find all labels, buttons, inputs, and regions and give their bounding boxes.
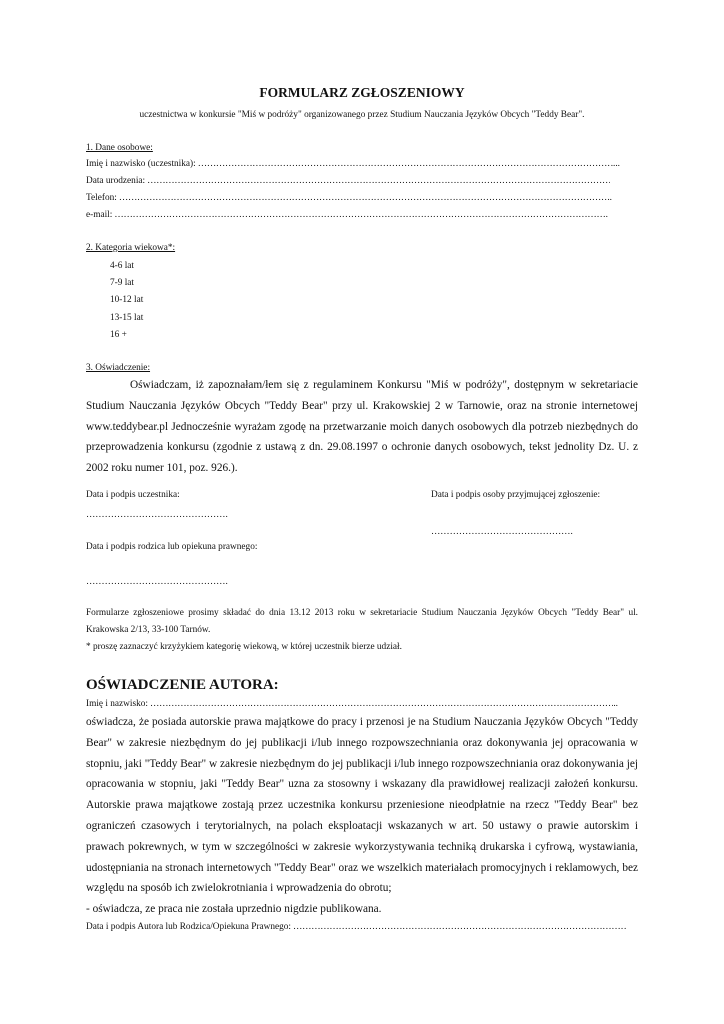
email-field[interactable]: e-mail: …………………………………………………………………………………………………………………………………………………………………………………………………………………………………………………………………………………………………………………………………………………… . xyxy=(86,210,608,224)
footnote: * proszę zaznaczyć krzyżykiem kategorię wiekową, w której uczestnik bierze udział. xyxy=(86,642,402,652)
receiver-signature-label: Data i podpis osoby przyjmującej zgłoszenie: xyxy=(431,490,601,500)
age-option-7-9[interactable]: 7-9 lat xyxy=(110,278,135,288)
section-declaration-heading: 3. Oświadczenie: xyxy=(86,363,151,373)
guardian-signature-label: Data i podpis rodzica lub opiekuna prawnego: xyxy=(86,542,258,552)
declaration-text: Oświadczam, iż zapoznałam/łem się z regulaminem Konkursu "Miś w podróży", dostępnym w sekretariacie Studium Nauczania Języków Obcych "Teddy Bear" przy ul. Krakowskiej 2 w Tarnowie, oraz na stronie internetowej www.teddybear.pl Jednocześnie wyrażam zgodę na przetwarzanie moich danych osobowych dla potrzeb niezbędnych do przeprowadzenia konkursu (zgodnie z ustawą z dn. 29.08.1997 o ochronie danych osobowych, tekst jednolity Dz. U. z 2002 roku numer 101, poz. 926.). xyxy=(86,379,638,475)
submission-note: Formularze zgłoszeniowe prosimy składać do dnia 13.12 2013 roku w sekretariacie Studium Nauczania Języków Obcych "Teddy Bear" ul. Krakowska 2/13, 33-100 Tarnów. xyxy=(86,608,638,635)
age-option-4-6[interactable]: 4-6 lat xyxy=(110,261,135,271)
author-name-field[interactable]: Imię i nazwisko: …………………………………………………………………………………………………………………………………………………………………………………………………………………………………………………………………………………………………………………………………………………… .. xyxy=(86,699,618,713)
name-label: Imię i nazwisko (uczestnika): xyxy=(86,159,196,169)
page-subtitle: uczestnictwa w konkursie "Miś w podróży" organizowanego przez Studium Nauczania Języków Obcych "Teddy Bear". xyxy=(139,110,585,120)
receiver-signature-line[interactable]: ………………………………………. xyxy=(431,527,573,537)
age-option-16-plus[interactable]: 16 + xyxy=(110,330,127,340)
author-statement-2: - oświadcza, ze praca nie została uprzednio nigdzie publikowana. xyxy=(86,903,382,916)
phone-label: Telefon: xyxy=(86,193,117,203)
page-title: FORMULARZ ZGŁOSZENIOWY xyxy=(259,85,465,100)
author-name-label: Imię i nazwisko: xyxy=(86,699,148,709)
participant-signature-label: Data i podpis uczestnika: xyxy=(86,490,180,500)
author-declaration-heading: OŚWIADCZENIE AUTORA: xyxy=(86,677,279,693)
phone-field[interactable]: Telefon: …………………………………………………………………………………………………………………………………………………………………………………………………………………………………………………………………………………………………………………………………………………… .. xyxy=(86,193,612,207)
author-signature-field[interactable] xyxy=(86,922,626,936)
email-label: e-mail: xyxy=(86,210,113,220)
birthdate-label: Data urodzenia: xyxy=(86,176,146,186)
author-declaration-text: oświadcza, że posiada autorskie prawa majątkowe do pracy i przenosi je na Studium Nauczania Języków Obcych "Teddy Bear" w zakresie niezbędnym do jej publikacji i/lub innego rozpowszechniania oraz dokonywania jej opracowania w stopniu, jaki "Teddy Bear" w zakresie niezbędnym do jej publikacji i/lub innego rozpowszechniania oraz dokonywania jej opracowania w stopniu, jaki "Teddy Bear" uzna za stosowny i wskazany dla prawidłowej realizacji założeń konkursu. Autorskie prawa majątkowe zostają przez uczestnika konkursu przeniesione nieodpłatnie na rzecz "Teddy Bear" bez ograniczeń czasowych i terytorialnych, na polach eksploatacji wskazanych w art. 50 ustawy o prawie autorskim i prawach pokrewnych, w tym w szczególności w zakresie wykorzystywania techniką drukarska i cyfrową, wystawiania, udostępniania na stronach internetowych "Teddy Bear" oraz we wszelkich materiałach promocyjnych i reklamowych, bez względu na sposób ich zwielokrotniania i wprowadzenia do obrotu; - oświadcza, ze praca nie została uprzednio nigdzie publikowana. xyxy=(86,712,638,920)
author-signature-label: Data i podpis Autora lub Rodzica/Opiekuna Prawnego: xyxy=(86,922,292,932)
age-option-13-15[interactable]: 13-15 lat xyxy=(110,313,144,323)
section-personal-heading: 1. Dane osobowe: xyxy=(86,143,153,153)
age-option-10-12[interactable]: 10-12 lat xyxy=(110,295,144,305)
participant-signature-line[interactable]: ………………………………………. xyxy=(86,510,228,520)
guardian-signature-line[interactable]: ………………………………………. xyxy=(86,577,228,587)
section-age-heading: 2. Kategoria wiekowa*: xyxy=(86,243,176,253)
name-field[interactable]: Imię i nazwisko (uczestnika): …………………………………………………………………………………………………………………………………………………………………………………………………………………………………………………………………………………………………………………………………………………… .... xyxy=(86,159,620,173)
birthdate-field[interactable] xyxy=(86,176,610,190)
